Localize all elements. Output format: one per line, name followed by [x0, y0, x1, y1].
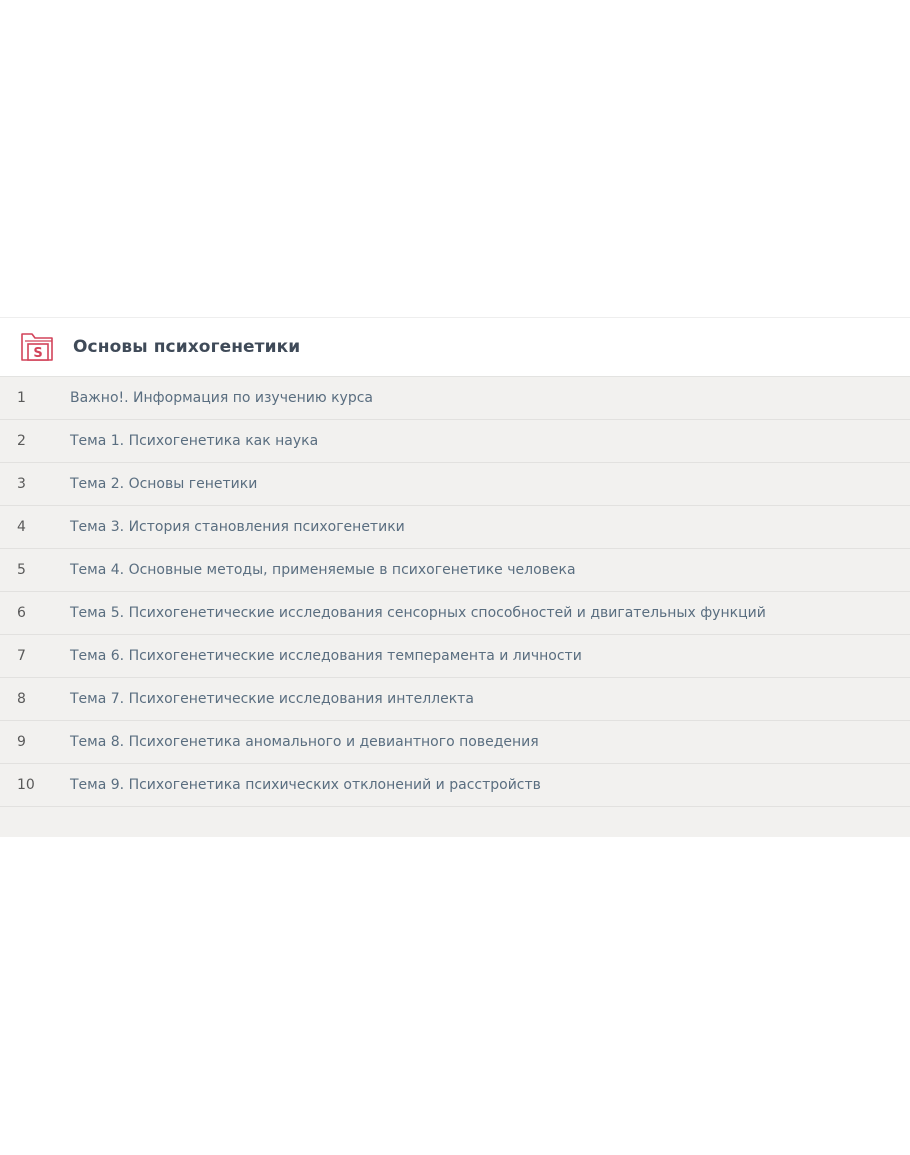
topic-row[interactable] [0, 635, 910, 678]
topic-link[interactable]: Тема 2. Основы генетики [70, 476, 258, 492]
topic-row[interactable] [0, 678, 910, 721]
topic-link[interactable]: Тема 9. Психогенетика психических отклонений и расстройств [70, 777, 541, 793]
topic-list [0, 377, 910, 807]
topic-link[interactable]: Тема 5. Психогенетические исследования сенсорных способностей и двигательных функций [70, 605, 766, 621]
topic-row[interactable] [0, 721, 910, 764]
topic-link[interactable]: Тема 8. Психогенетика аномального и девиантного поведения [70, 734, 539, 750]
topic-number: 10 [17, 777, 35, 793]
topic-number: 4 [17, 519, 26, 535]
svg-text:S: S [33, 346, 43, 361]
scorm-package-icon [19, 330, 57, 364]
topic-number: 8 [17, 691, 26, 707]
course-header [0, 318, 910, 377]
topic-number: 1 [17, 390, 26, 406]
topic-number: 6 [17, 605, 26, 621]
topic-number: 2 [17, 433, 26, 449]
topic-row[interactable] [0, 592, 910, 635]
topic-number: 3 [17, 476, 26, 492]
topic-link[interactable]: Тема 1. Психогенетика как наука [70, 433, 319, 449]
topic-row[interactable] [0, 463, 910, 506]
topic-row[interactable] [0, 549, 910, 592]
topic-number: 7 [17, 648, 26, 664]
course-title: Основы психогенетики [73, 337, 301, 357]
course-panel [0, 317, 910, 837]
topic-link[interactable]: Тема 7. Психогенетические исследования интеллекта [70, 691, 474, 707]
topic-number: 5 [17, 562, 26, 578]
topic-row[interactable] [0, 377, 910, 420]
topic-link[interactable]: Тема 4. Основные методы, применяемые в психогенетике человека [70, 562, 576, 578]
topic-link[interactable]: Тема 6. Психогенетические исследования темперамента и личности [70, 648, 582, 664]
topic-row[interactable] [0, 764, 910, 807]
topic-link[interactable]: Тема 3. История становления психогенетики [70, 519, 405, 535]
topic-row[interactable] [0, 506, 910, 549]
topic-link[interactable]: Важно!. Информация по изучению курса [70, 390, 373, 406]
topic-row[interactable] [0, 420, 910, 463]
topic-number: 9 [17, 734, 26, 750]
